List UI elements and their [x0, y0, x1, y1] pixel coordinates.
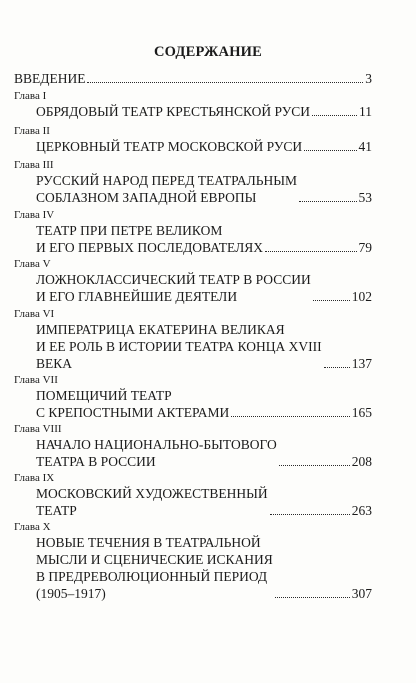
dot-leader [304, 150, 356, 151]
entry-title-line: ВЕКА [36, 356, 73, 371]
entry-title-line: ТЕАТР [36, 503, 77, 518]
entry-title-line: СОБЛАЗНОМ ЗАПАДНОЙ ЕВРОПЫ [36, 190, 257, 205]
toc-entry-chapter-4 [14, 208, 372, 256]
entry-title-line: И ЕГО ПЕРВЫХ ПОСЛЕДОВАТЕЛЯХ [36, 240, 264, 255]
entry-title-line: И ЕГО ГЛАВНЕЙШИЕ ДЕЯТЕЛИ [36, 289, 238, 304]
dot-leader [231, 416, 350, 417]
toc-entry-row [36, 387, 372, 421]
dot-leader [275, 597, 350, 598]
page-number: 137 [351, 356, 372, 371]
toc-entry-row [36, 271, 372, 305]
toc-entry-chapter-5 [14, 257, 372, 305]
dot-leader [299, 201, 356, 202]
chapter-label: Глава X [14, 521, 51, 533]
toc-entry-chapter-1 [14, 89, 372, 120]
chapter-label: Глава VII [14, 374, 58, 386]
dot-leader [270, 514, 350, 515]
page-number: 102 [351, 289, 372, 304]
entry-title-line: ТЕАТРА В РОССИИ [36, 454, 156, 469]
toc-title: СОДЕРЖАНИЕ [153, 44, 263, 60]
entry-title-line: МЫСЛИ И СЦЕНИЧЕСКИЕ ИСКАНИЯ [36, 552, 273, 567]
entry-title-line: МОСКОВСКИЙ ХУДОЖЕСТВЕННЫЙ [36, 486, 268, 501]
entry-title-line: ТЕАТР ПРИ ПЕТРЕ ВЕЛИКОМ [36, 223, 223, 238]
entry-title-line: ПОМЕЩИЧИЙ ТЕАТР [36, 388, 172, 403]
entry-title-line: НОВЫЕ ТЕЧЕНИЯ В ТЕАТРАЛЬНОЙ [36, 535, 261, 550]
page-number: 11 [359, 104, 372, 119]
entry-title-line: РУССКИЙ НАРОД ПЕРЕД ТЕАТРАЛЬНЫМ [36, 173, 298, 188]
chapter-label: Глава IV [14, 209, 55, 221]
toc-entry-chapter-3 [14, 158, 372, 206]
chapter-label: Глава III [14, 159, 54, 171]
entry-title-line: ОБРЯДОВЫЙ ТЕАТР КРЕСТЬЯНСКОЙ РУСИ [36, 104, 311, 119]
toc-entry-row [36, 534, 372, 602]
toc-entry-chapter-7 [14, 373, 372, 421]
entry-title-line: ЛОЖНОКЛАССИЧЕСКИЙ ТЕАТР В РОССИИ [36, 272, 311, 287]
toc-entry-row [36, 138, 372, 155]
chapter-label: Глава IX [14, 472, 55, 484]
page-number: 208 [351, 454, 372, 469]
dot-leader [265, 251, 356, 252]
dot-leader [279, 465, 350, 466]
page-number: 53 [358, 190, 372, 205]
toc-entry-chapter-9 [14, 471, 372, 519]
dot-leader [313, 300, 350, 301]
entry-title-line: ВВЕДЕНИЕ [14, 71, 86, 86]
chapter-label: Глава II [14, 125, 50, 137]
entry-title-line: И ЕЕ РОЛЬ В ИСТОРИИ ТЕАТРА КОНЦА XVIII [36, 339, 322, 354]
toc-entry-row [36, 436, 372, 470]
entry-title-line: ЦЕРКОВНЫЙ ТЕАТР МОСКОВСКОЙ РУСИ [36, 139, 303, 154]
page-number: 3 [365, 71, 372, 86]
toc-entry-row [14, 70, 372, 87]
toc-entry-chapter-2 [14, 124, 372, 155]
dot-leader [87, 82, 363, 83]
toc-entry-chapter-10 [14, 520, 372, 602]
entry-title-line: НАЧАЛО НАЦИОНАЛЬНО-БЫТОВОГО [36, 437, 277, 452]
page-number: 307 [351, 586, 372, 601]
page-number: 165 [351, 405, 372, 420]
toc-entry-row [36, 222, 372, 256]
toc-entry-row [36, 485, 372, 519]
page-number: 79 [358, 240, 372, 255]
toc-entry-row [36, 172, 372, 206]
entry-title-line: (1905–1917) [36, 586, 106, 601]
chapter-label: Глава VIII [14, 423, 62, 435]
chapter-label: Глава I [14, 90, 47, 102]
dot-leader [312, 115, 357, 116]
dot-leader [324, 367, 350, 368]
entry-title-line: С КРЕПОСТНЫМИ АКТЕРАМИ [36, 405, 230, 420]
toc-entry-row [36, 103, 372, 120]
toc-entry-intro [14, 70, 372, 87]
entry-title-line: В ПРЕДРЕВОЛЮЦИОННЫЙ ПЕРИОД [36, 569, 268, 584]
page-number: 41 [358, 139, 372, 154]
entry-title-line: ИМПЕРАТРИЦА ЕКАТЕРИНА ВЕЛИКАЯ [36, 322, 285, 337]
toc-entry-chapter-8 [14, 422, 372, 470]
toc-entry-chapter-6 [14, 307, 372, 372]
chapter-label: Глава VI [14, 308, 55, 320]
chapter-label: Глава V [14, 258, 51, 270]
toc-entry-row [36, 321, 372, 372]
page-number: 263 [351, 503, 372, 518]
